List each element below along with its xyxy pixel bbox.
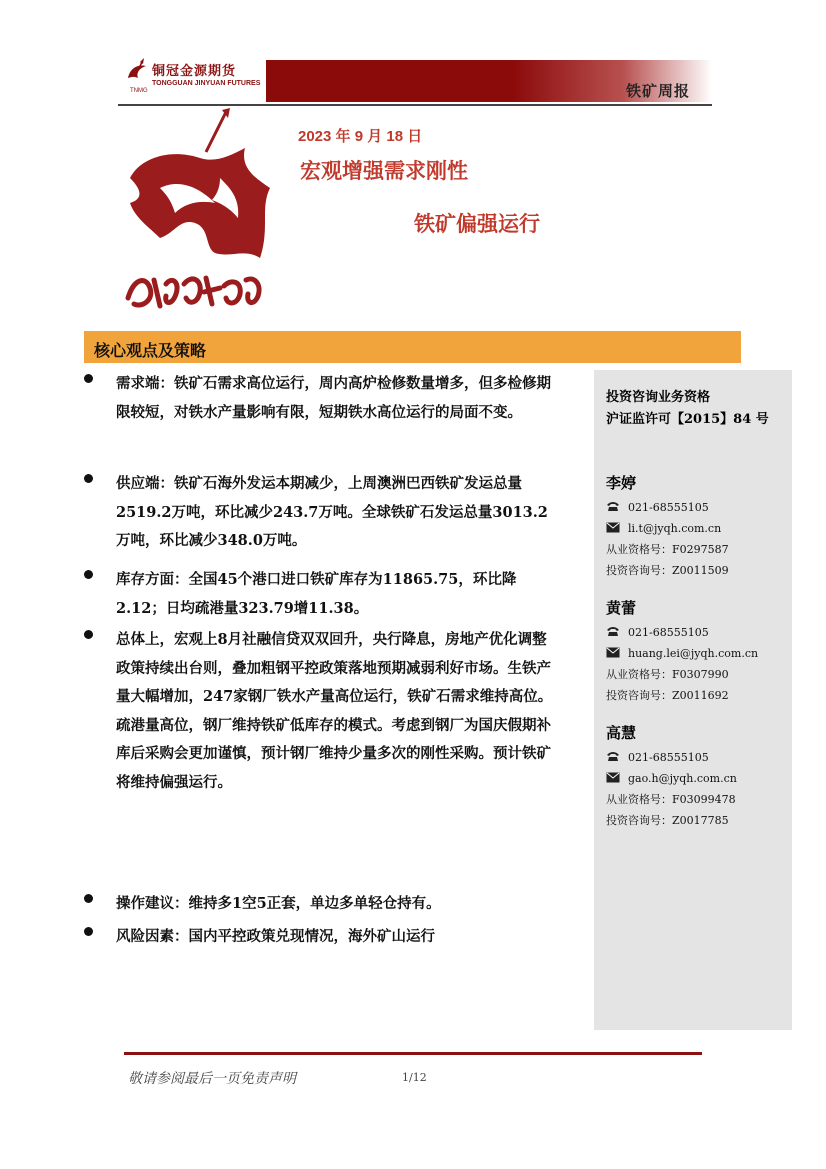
analyst-phone: 021-68555105 — [628, 501, 709, 514]
analyst-name: 李婷 — [606, 475, 637, 492]
bullet-dot-icon — [84, 927, 93, 936]
mail-icon — [606, 772, 620, 783]
report-date: 2023 年 9 月 18 日 — [298, 128, 423, 145]
analyst-consult-no: 投资咨询号：Z0011509 — [606, 564, 729, 577]
brand-abbr: TNMG — [130, 88, 148, 94]
section-title: 核心观点及策略 — [94, 343, 207, 360]
phone-icon — [606, 751, 620, 762]
bullet-text: 操作建议：维持多1空5正套，单边多单轻仓持有。 — [116, 895, 441, 912]
bullet-text: 风险因素：国内平控政策兑现情况，海外矿山运行 — [116, 928, 435, 945]
analyst-card — [606, 597, 790, 706]
mail-icon — [606, 647, 620, 658]
emblem-icon — [120, 108, 280, 318]
analyst-email[interactable]: li.t@jyqh.com.cn — [628, 522, 722, 535]
analyst-consult-no: 投资咨询号：Z0011692 — [606, 689, 729, 702]
analyst-phone: 021-68555105 — [628, 751, 709, 764]
analyst-practice-no: 从业资格号：F0297587 — [606, 543, 729, 556]
qualification-title: 投资咨询业务资格 — [606, 390, 711, 405]
headline-primary: 宏观增强需求刚性 — [300, 160, 468, 183]
mail-icon — [606, 522, 620, 533]
analyst-consult-no: 投资咨询号：Z0017785 — [606, 814, 729, 827]
page-number: 1/12 — [402, 1071, 427, 1084]
analyst-email[interactable]: gao.h@jyqh.com.cn — [628, 772, 737, 785]
bullet-text: 供应端：铁矿石海外发运本期减少，上周澳洲巴西铁矿发运总量2519.2万吨，环比减少243.7万吨。全球铁矿石发运总量3013.2万吨，环比减少348.0万吨。 — [116, 475, 548, 549]
bullet-demand — [84, 370, 554, 427]
footer-divider — [124, 1052, 702, 1055]
bullet-risk — [84, 923, 554, 952]
bullet-text: 需求端：铁矿石需求高位运行，周内高炉检修数量增多，但多检修期限较短，对铁水产量影响有限，短期铁水高位运行的局面不变。 — [116, 375, 551, 421]
analyst-phone: 021-68555105 — [628, 626, 709, 639]
brand-name-cn: 铜冠金源期货 — [152, 64, 237, 79]
analyst-name: 黄蕾 — [606, 600, 637, 617]
bullet-strategy — [84, 890, 554, 919]
phone-icon — [606, 626, 620, 637]
analyst-name: 高慧 — [606, 725, 637, 742]
bullet-summary — [84, 626, 554, 797]
analyst-practice-no: 从业资格号：F03099478 — [606, 793, 736, 806]
analyst-practice-no: 从业资格号：F0307990 — [606, 668, 729, 681]
footer-disclaimer-note[interactable]: 敬请参阅最后一页免责声明 — [128, 1071, 296, 1087]
brand-name-en: TONGGUAN JINYUAN FUTURES — [152, 80, 261, 87]
bullet-dot-icon — [84, 374, 93, 383]
analyst-email[interactable]: huang.lei@jyqh.com.cn — [628, 647, 759, 660]
bullet-text: 库存方面：全国45个港口进口铁矿库存为11865.75，环比降2.12；日均疏港量323.79增11.38。 — [116, 571, 517, 617]
bullet-supply — [84, 470, 554, 556]
company-logo-icon — [126, 58, 150, 88]
bullet-dot-icon — [84, 474, 93, 483]
phone-icon — [606, 501, 620, 512]
analyst-card — [606, 472, 790, 581]
bullet-inventory — [84, 566, 554, 623]
bullet-dot-icon — [84, 570, 93, 579]
bullet-dot-icon — [84, 894, 93, 903]
bullet-text: 总体上，宏观上8月社融信贷双双回升，央行降息，房地产优化调整政策持续出台则，叠加粗钢平控政策落地预期减弱利好市场。生铁产量大幅增加，247家钢厂铁水产量高位运行，铁矿石需求维持高位。疏港量高位，钢厂维持铁矿低库存的模式。考虑到钢厂为国庆假期补库后采购会更加谨慎，预计钢厂维持少量多次的刚性采购。预计铁矿将维持偏强运行。 — [116, 631, 553, 791]
header-divider — [118, 104, 712, 106]
analyst-card — [606, 722, 790, 831]
bullet-dot-icon — [84, 630, 93, 639]
qualification-license: 沪证监许可【2015】84 号 — [606, 412, 769, 427]
headline-secondary: 铁矿偏强运行 — [414, 213, 540, 236]
report-type: 铁矿周报 — [626, 82, 691, 100]
